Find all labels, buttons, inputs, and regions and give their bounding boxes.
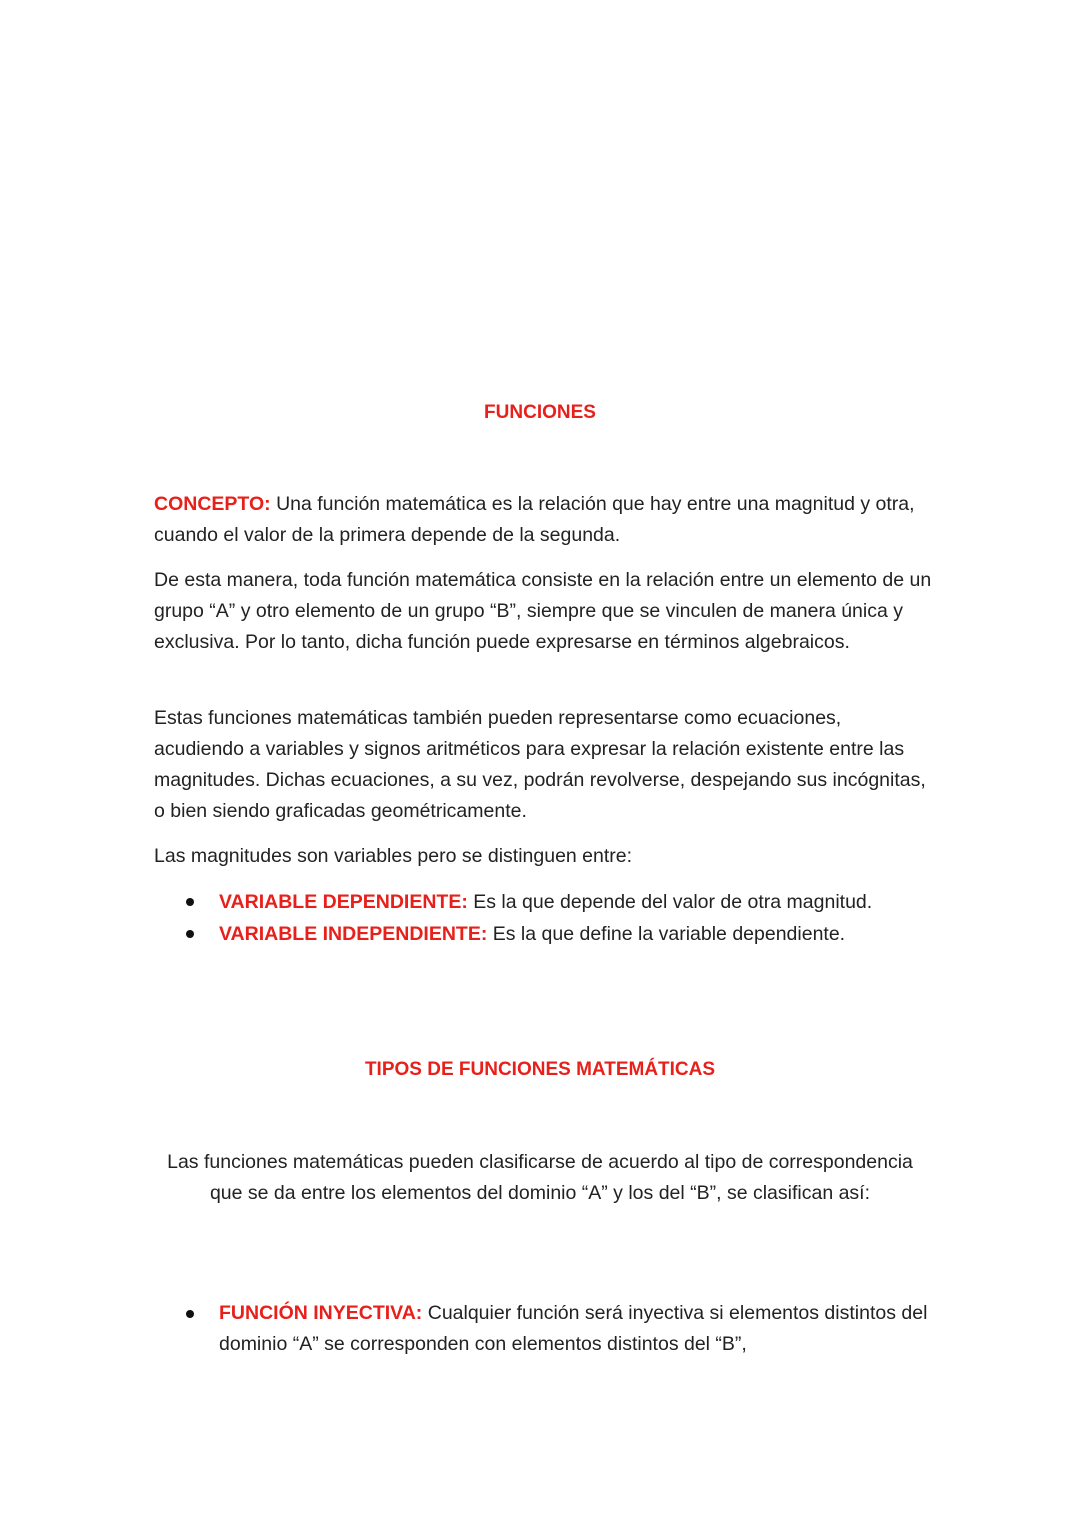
concept-paragraph — [154, 489, 934, 551]
types-list — [154, 1298, 944, 1360]
variable-independiente-text: Es la que define la variable dependiente. — [487, 923, 846, 945]
paragraph-groups: De esta manera, toda función matemática consiste en la relación entre un elemento de un grupo “A” y otro elemento de un grupo “B”, siempre que se vinculen de manera única y exclusiva. Por lo tanto, dicha función puede expresarse en términos algebraicos. — [154, 569, 932, 653]
concept-text: Una función matemática es la relación que hay entre una magnitud y otra, cuando el valor de la primera depende de la segunda. — [154, 493, 915, 546]
paragraph-equations: Estas funciones matemáticas también pueden representarse como ecuaciones, acudiendo a variables y signos aritméticos para expresar la relación existente entre las magnitudes. Dichas ecuaciones, a su vez, podrán revolverse, despejando sus incógnitas, o bien siendo graficadas geométricamente. — [154, 707, 926, 822]
section-intro: Las funciones matemáticas pueden clasificarse de acuerdo al tipo de correspondencia que se da entre los elementos del dominio “A” y los del “B”, se clasifican así: — [167, 1151, 913, 1204]
funcion-inyectiva-text: Cualquier función será inyectiva si elementos distintos del dominio “A” se corresponden con elementos distintos del “B”, — [219, 1302, 928, 1355]
list-item — [154, 918, 944, 950]
variable-independiente-label: VARIABLE INDEPENDIENTE: — [219, 923, 488, 945]
concept-label: CONCEPTO: — [154, 493, 271, 515]
variables-list — [154, 886, 944, 950]
list-item — [154, 1298, 944, 1360]
funcion-inyectiva-label: FUNCIÓN INYECTIVA: — [219, 1302, 423, 1324]
bullet-icon — [186, 930, 194, 938]
section-title: TIPOS DE FUNCIONES MATEMÁTICAS — [364, 1059, 716, 1080]
page-title: FUNCIONES — [484, 402, 596, 423]
variable-dependiente-text: Es la que depende del valor de otra magnitud. — [467, 891, 873, 913]
list-item — [154, 886, 944, 918]
paragraph-magnitudes: Las magnitudes son variables pero se distinguen entre: — [154, 845, 633, 867]
variable-dependiente-label: VARIABLE DEPENDIENTE: — [219, 891, 468, 913]
bullet-icon — [186, 898, 194, 906]
bullet-icon — [186, 1310, 194, 1318]
